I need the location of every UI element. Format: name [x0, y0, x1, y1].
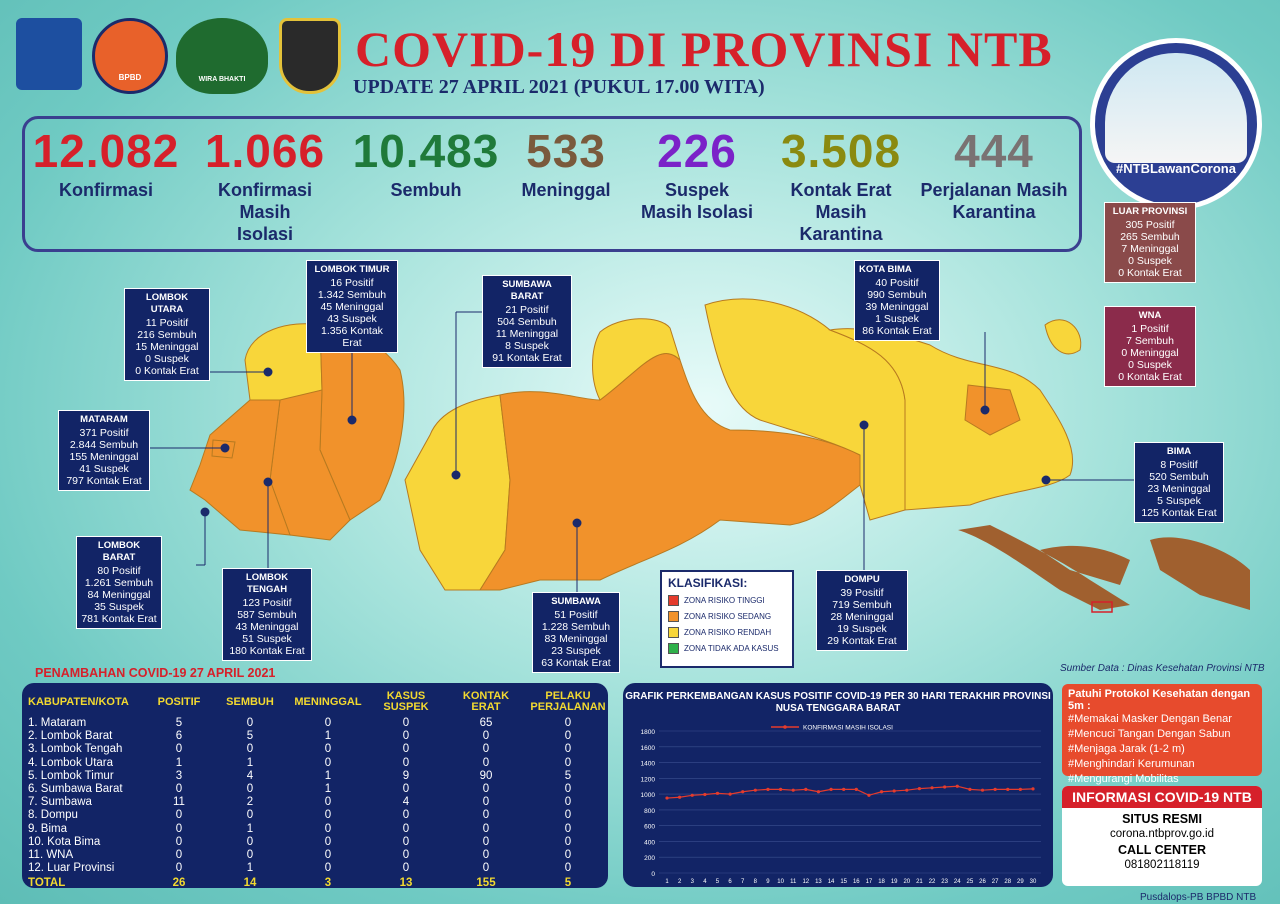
table-row: 1. Mataram 5 0 0 0 65 0 [28, 717, 572, 729]
data-point [829, 788, 832, 791]
table-row: 10. Kota Bima 0 0 0 0 0 0 [28, 835, 572, 848]
info-box-lombok-tengah: LOMBOK TENGAH 123 Positif 587 Sembuh 43 Meninggal 51 Suspek 180 Kontak Erat [222, 568, 312, 661]
x-tick-label: 8 [753, 879, 758, 885]
info-box-sumbawa-barat: SUMBAWA BARAT 21 Positif 504 Sembuh 11 Meninggal 8 Suspek 91 Kontak Erat [482, 275, 572, 368]
y-tick-label: 1400 [640, 760, 655, 768]
x-tick-label: 26 [979, 879, 986, 885]
protocol-item: #Menghindari Kerumunan [1068, 758, 1195, 770]
chart-title: GRAFIK PERKEMBANGAN KASUS POSITIF COVID-19 PER 30 HARI TERAKHIR PROVINSI NUSA TENGGARA BARAT [625, 691, 1051, 714]
page-title: COVID-19 DI PROVINSI NTB [355, 21, 1053, 77]
official-website[interactable]: corona.ntbprov.go.id [1110, 828, 1214, 840]
x-tick-label: 16 [852, 879, 860, 885]
protocol-item: #Menjaga Jarak (1-2 m) [1068, 743, 1185, 755]
table-row: 2. Lombok Barat 6 5 1 0 0 0 [28, 730, 572, 743]
x-tick-label: 27 [991, 879, 999, 885]
info-box-dompu: DOMPU 39 Positif 719 Sembuh 28 Meninggal 19 Suspek 29 Kontak Erat [816, 570, 908, 651]
governor-photo [1105, 53, 1247, 163]
data-point [1019, 788, 1022, 791]
map-sangiang [1045, 320, 1081, 354]
legend-marker [783, 725, 787, 729]
data-point [678, 796, 681, 799]
data-point [905, 789, 908, 792]
logo-ntb [16, 18, 82, 90]
data-point [918, 787, 921, 790]
x-tick-label: 29 [1017, 879, 1024, 885]
info-box-sumbawa: SUMBAWA 51 Positif 1.228 Sembuh 83 Meninggal 23 Suspek 63 Kontak Erat [532, 592, 620, 673]
stat-suspek: 226 Suspek Masih Isolasi [640, 125, 754, 222]
data-point [956, 785, 959, 788]
x-tick-label: 23 [941, 879, 948, 885]
data-point [968, 788, 971, 791]
x-tick-label: 18 [878, 879, 885, 885]
y-tick-label: 800 [644, 807, 655, 815]
data-point [943, 785, 946, 788]
stat-konfirmasi: 12.082 Konfirmasi [32, 125, 180, 200]
info-box-bima: BIMA 8 Positif 520 Sembuh 23 Meninggal 5 Suspek 125 Kontak Erat [1134, 442, 1224, 523]
stat-konfirmasi-isolasi: 1.066 Konfirmasi Masih Isolasi [204, 125, 326, 244]
legend-item-tinggi: ZONA RISIKO TINGGI [668, 595, 786, 606]
protocol-item: #Mencuci Tangan Dengan Sabun [1068, 728, 1231, 740]
y-tick-label: 0 [651, 871, 655, 878]
x-tick-label: 25 [966, 879, 974, 885]
table-row: 9. Bima 0 1 0 0 0 0 [28, 822, 572, 835]
data-point [817, 790, 820, 793]
legend-item-rendah: ZONA RISIKO RENDAH [668, 627, 786, 638]
x-tick-label: 13 [815, 879, 822, 885]
table-total-row: TOTAL 26 14 3 13 155 5 [28, 877, 572, 890]
protocol-panel: Patuhi Protokol Kesehatan dengan 5m : #Memakai Masker Dengan Benar #Mencuci Tangan Dengan Sabun #Menjaga Jarak (1-2 m) #Menghindari Kerumunan #Mengurangi Mobilitas [1062, 684, 1262, 776]
table-header: KABUPATEN/KOTA POSITIF SEMBUH MENINGGAL KASUS SUSPEK KONTAK ERAT PELAKU PERJALANAN [28, 690, 606, 713]
data-point [729, 793, 732, 796]
data-point [867, 794, 870, 797]
update-subtitle: UPDATE 27 APRIL 2021 (PUKUL 17.00 WITA) [353, 76, 765, 98]
x-tick-label: 14 [827, 879, 835, 885]
data-point [1006, 788, 1009, 791]
data-point [691, 794, 694, 797]
map-indonesia-inset [958, 525, 1250, 610]
x-tick-label: 6 [728, 879, 732, 885]
series-line [667, 786, 1033, 798]
data-point [981, 789, 984, 792]
table-row: 8. Dompu 0 0 0 0 0 0 [28, 809, 572, 822]
protocol-item: #Mengurangi Mobilitas [1068, 773, 1179, 785]
data-point [930, 786, 933, 789]
data-point [754, 789, 757, 792]
x-tick-label: 19 [890, 879, 898, 885]
info-panel: INFORMASI COVID-19 NTB SITUS RESMI corona.ntbprov.go.id CALL CENTER 081802118119 [1062, 786, 1262, 886]
y-tick-label: 600 [644, 823, 655, 831]
y-tick-label: 1200 [640, 776, 655, 784]
info-box-lombok-timur: LOMBOK TIMUR 16 Positif 1.342 Sembuh 45 Meninggal 43 Suspek 1.356 Kontak Erat [306, 260, 398, 353]
data-point [716, 792, 719, 795]
table-row: 3. Lombok Tengah 0 0 0 0 0 0 [28, 743, 572, 756]
x-tick-label: 12 [802, 879, 810, 885]
data-point [994, 788, 997, 791]
data-point [703, 793, 706, 796]
map-legend: KLASIFIKASI: ZONA RISIKO TINGGI ZONA RISIKO SEDANG ZONA RISIKO RENDAH ZONA TIDAK ADA KASUS [660, 570, 794, 668]
x-tick-label: 9 [766, 879, 770, 885]
x-tick-label: 28 [1004, 879, 1012, 885]
x-tick-label: 2 [677, 879, 682, 885]
legend-label: KONFIRMASI MASIH ISOLASI [803, 724, 893, 732]
legend-item-sedang: ZONA RISIKO SEDANG [668, 611, 786, 622]
info-box-luar-provinsi: LUAR PROVINSI 305 Positif 265 Sembuh 7 Meninggal 0 Suspek 0 Kontak Erat [1104, 202, 1196, 283]
x-tick-label: 11 [790, 879, 797, 885]
x-tick-label: 7 [741, 879, 745, 885]
legend-item-tidak-ada: ZONA TIDAK ADA KASUS [668, 643, 786, 654]
x-tick-label: 4 [703, 879, 707, 885]
table-row: 5. Lombok Timur 3 4 1 9 90 5 [28, 769, 572, 782]
x-tick-label: 5 [715, 879, 720, 885]
y-tick-label: 1800 [640, 729, 655, 736]
data-point [766, 788, 769, 791]
table-row: 7. Sumbawa 11 2 0 4 0 0 [28, 796, 572, 809]
data-point [779, 788, 782, 791]
data-source: Sumber Data : Dinas Kesehatan Provinsi NTB [1060, 663, 1265, 674]
x-tick-label: 22 [928, 879, 936, 885]
data-point [893, 789, 896, 792]
data-point [741, 790, 744, 793]
x-tick-label: 10 [777, 879, 784, 885]
map-sumbawa-barat [405, 395, 510, 590]
daily-cases-table [22, 683, 608, 888]
table-title: PENAMBAHAN COVID-19 27 APRIL 2021 [35, 666, 276, 680]
x-tick-label: 15 [840, 879, 848, 885]
logo-polda [279, 18, 341, 94]
y-tick-label: 400 [644, 839, 655, 847]
stat-perjalanan: 444 Perjalanan Masih Karantina [920, 125, 1068, 222]
x-tick-label: 3 [690, 879, 694, 885]
protocol-item: #Memakai Masker Dengan Benar [1068, 713, 1232, 725]
table-row: 4. Lombok Utara 1 1 0 0 0 0 [28, 756, 572, 769]
data-point [855, 788, 858, 791]
stat-kontak-erat: 3.508 Kontak Erat Masih Karantina [780, 125, 902, 244]
line-chart-panel [623, 683, 1053, 887]
x-tick-label: 21 [916, 879, 923, 885]
table-row: 6. Sumbawa Barat 0 0 1 0 0 0 [28, 783, 572, 795]
stat-meninggal: 533 Meninggal [521, 125, 611, 200]
x-tick-label: 17 [865, 879, 873, 885]
info-box-wna: WNA 1 Positif 7 Sembuh 0 Meninggal 0 Suspek 0 Kontak Erat [1104, 306, 1196, 387]
x-tick-label: 20 [903, 879, 911, 885]
data-point [665, 796, 668, 799]
data-point [1031, 787, 1034, 790]
governor-badge [1090, 38, 1262, 210]
table-row: 11. WNA 0 0 0 0 0 0 [28, 849, 572, 861]
x-tick-label: 1 [665, 879, 669, 885]
logo-bpbd: BPBD [92, 18, 168, 94]
data-point [792, 789, 795, 792]
y-tick-label: 200 [644, 855, 655, 863]
x-tick-label: 24 [953, 879, 961, 885]
stat-sembuh: 10.483 Sembuh [352, 125, 500, 200]
x-tick-label: 30 [1029, 879, 1037, 885]
call-center-number[interactable]: 081802118119 [1124, 859, 1200, 871]
data-point [880, 790, 883, 793]
data-point [804, 788, 807, 791]
y-tick-label: 1000 [640, 792, 655, 800]
info-box-kota-bima: KOTA BIMA 40 Positif 990 Sembuh 39 Meninggal 1 Suspek 86 Kontak Erat [854, 260, 940, 341]
y-tick-label: 1600 [640, 744, 655, 752]
data-point [842, 788, 845, 791]
credit: Pusdalops-PB BPBD NTB [1140, 892, 1257, 903]
badge-hashtag: #NTBLawanCorona [1116, 161, 1236, 176]
info-box-lombok-barat: LOMBOK BARAT 80 Positif 1.261 Sembuh 84 Meninggal 35 Suspek 781 Kontak Erat [76, 536, 162, 629]
table-row: 12. Luar Provinsi 0 1 0 0 0 0 [28, 862, 572, 875]
info-box-lombok-utara: LOMBOK UTARA 11 Positif 216 Sembuh 15 Meninggal 0 Suspek 0 Kontak Erat [124, 288, 210, 381]
logo-wira-bhakti: WIRA BHAKTI [176, 18, 268, 94]
line-chart [623, 683, 1053, 887]
info-box-mataram: MATARAM 371 Positif 2.844 Sembuh 155 Meninggal 41 Suspek 797 Kontak Erat [58, 410, 150, 491]
